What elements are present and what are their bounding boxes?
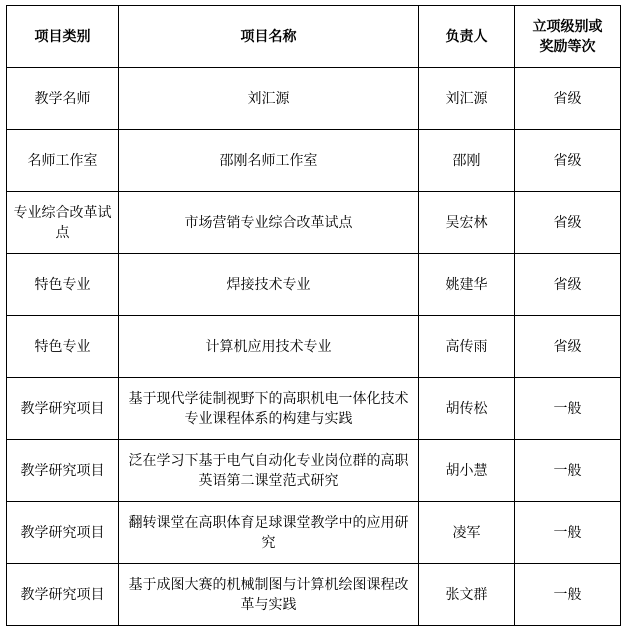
- cell-name: 刘汇源: [119, 68, 419, 130]
- cell-category: 专业综合改革试点: [7, 192, 119, 254]
- cell-level: 省级: [515, 130, 621, 192]
- cell-level: 省级: [515, 192, 621, 254]
- cell-name: 基于现代学徒制视野下的高职机电一体化技术专业课程体系的构建与实践: [119, 378, 419, 440]
- cell-category: 教学研究项目: [7, 502, 119, 564]
- cell-name: 翻转课堂在高职体育足球课堂教学中的应用研究: [119, 502, 419, 564]
- header-level: 立项级别或 奖励等次: [515, 6, 621, 68]
- cell-leader: 高传雨: [419, 316, 515, 378]
- cell-leader: 胡传松: [419, 378, 515, 440]
- table-row: [7, 502, 621, 564]
- cell-leader: 张文群: [419, 564, 515, 626]
- table-row: [7, 130, 621, 192]
- cell-name: 基于成图大赛的机械制图与计算机绘图课程改革与实践: [119, 564, 419, 626]
- cell-category: 教学研究项目: [7, 378, 119, 440]
- cell-category: 教学名师: [7, 68, 119, 130]
- cell-category: 名师工作室: [7, 130, 119, 192]
- cell-category: 教学研究项目: [7, 440, 119, 502]
- table-row: [7, 378, 621, 440]
- cell-category: 特色专业: [7, 316, 119, 378]
- header-name: 项目名称: [119, 6, 419, 68]
- cell-category: 特色专业: [7, 254, 119, 316]
- cell-leader: 刘汇源: [419, 68, 515, 130]
- table-row: [7, 192, 621, 254]
- cell-leader: 邵刚: [419, 130, 515, 192]
- cell-leader: 胡小慧: [419, 440, 515, 502]
- cell-leader: 姚建华: [419, 254, 515, 316]
- cell-name: 市场营销专业综合改革试点: [119, 192, 419, 254]
- table-row: [7, 564, 621, 626]
- table-row: [7, 254, 621, 316]
- table-row: [7, 440, 621, 502]
- cell-leader: 凌军: [419, 502, 515, 564]
- table-row: [7, 316, 621, 378]
- cell-name: 泛在学习下基于电气自动化专业岗位群的高职英语第二课堂范式研究: [119, 440, 419, 502]
- cell-leader: 吴宏林: [419, 192, 515, 254]
- header-leader: 负责人: [419, 6, 515, 68]
- project-table: [6, 5, 621, 626]
- cell-level: 一般: [515, 502, 621, 564]
- cell-category: 教学研究项目: [7, 564, 119, 626]
- cell-level: 一般: [515, 440, 621, 502]
- cell-level: 省级: [515, 68, 621, 130]
- cell-level: 省级: [515, 254, 621, 316]
- cell-name: 计算机应用技术专业: [119, 316, 419, 378]
- cell-level: 一般: [515, 564, 621, 626]
- cell-name: 焊接技术专业: [119, 254, 419, 316]
- cell-name: 邵刚名师工作室: [119, 130, 419, 192]
- cell-level: 省级: [515, 316, 621, 378]
- table-row: [7, 68, 621, 130]
- cell-level: 一般: [515, 378, 621, 440]
- header-row: [7, 6, 621, 68]
- header-category: 项目类别: [7, 6, 119, 68]
